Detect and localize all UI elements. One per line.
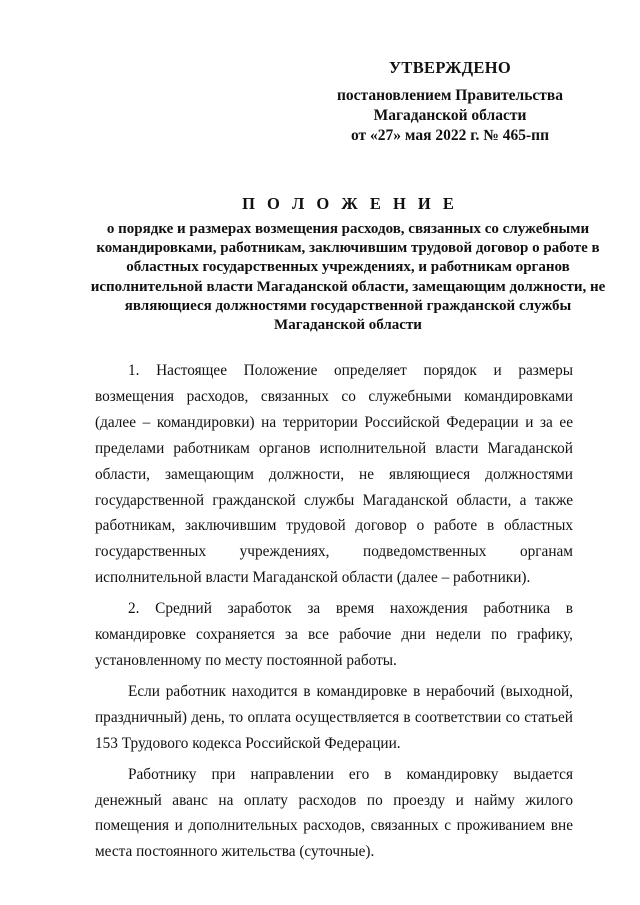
paragraph-4: Работнику при направлении его в командировку выдается денежный аванс на оплату расходов по проезду и найму жилого помещения и дополнительных расходов, связанных с проживанием вне места постоянного жительства (суточные). [95,765,573,861]
paragraph-2: 2. Средний заработок за время нахождения работника в командировке сохраняется за все рабочие дни недели по графику, установленному по месту постоянной работы. [95,600,573,669]
document-body [95,358,573,865]
approval-line-3: от «27» мая 2022 г. № 465-пп [350,127,549,144]
paragraph-1: 1. Настоящее Положение определяет порядок и размеры возмещения расходов, связанных со служебными командировками (далее – командировки) на территории Российской Федерации и за ее пределами работникам органов исполнительной власти Магаданской области, замещающим должности, не являющиеся должностями государственной гражданской службы Магаданской области, а также работникам, заключившим трудовой договор о работе в областных государственных учреждениях, подведомственных органам исполнительной власти Магаданской области (далее – работники). [95,362,573,587]
approval-title: УТВЕРЖДЕНО [389,58,511,77]
approval-line-2: Магаданской области [373,107,527,124]
approval-block [300,58,600,146]
paragraph-3: Если работник находится в командировке в нерабочий (выходной, праздничный) день, то оплата осуществляется в соответствии со статьей 153 Трудового кодекса Российской Федерации. [95,682,573,752]
document-heading: П О Л О Ж Е Н И Е [242,194,458,213]
approval-line-1: постановлением Правительства [336,87,564,104]
document-subtitle: о порядке и размерах возмещения расходов, связанных со служебными командировками, работникам, заключившим трудовой договор о работе в областных государственных учреждениях, и работникам органов исполнительной власти Магаданской области, замещающим должности, не являющиеся должностями государственной гражданской службы Магаданской области [90,221,606,334]
